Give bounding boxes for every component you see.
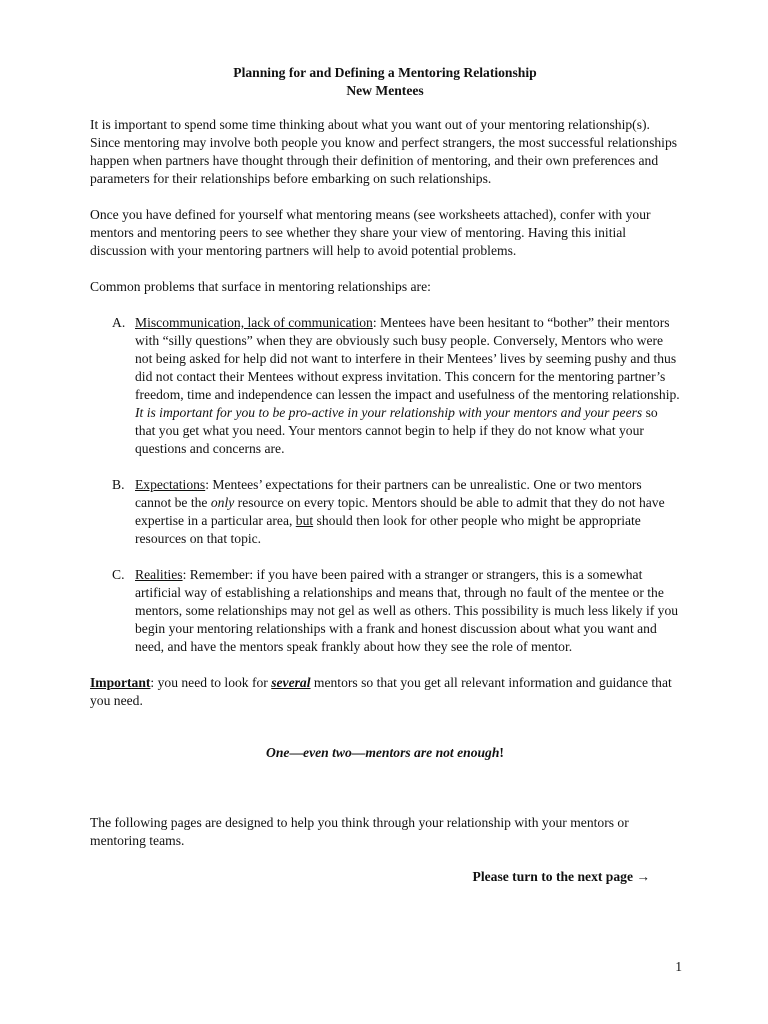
item-text: : Mentees have been hesitant to “bother” their mentors with “silly questions” when they are obviously such busy people. Conversely, Mentors who were not being asked for help did not want to interfere in their Mentees’ lives by seeming pushy and thus did not contact their Mentees without express invitation. This concern for the mentoring partner’s freedom, time and independence can lessen the impact and usefulness of the mentoring relationship. (135, 315, 680, 402)
item-text: : Remember: if you have been paired with a stranger or strangers, this is a somewhat artificial way of establishing a relationships and means that, through no fault of the mentee or the mentors, some relationships may not gel as well as others. This possibility is much less likely if you begin your mentoring relationships with a frank and honest discussion about what you want and need, and have the mentors speak frankly about how they see the role of mentor. (135, 567, 679, 654)
list-item (112, 566, 680, 656)
item-text: resource on every topic. Mentors should be able to admit that they do not have expertise in a particular area, (135, 495, 665, 528)
problems-list (90, 314, 680, 656)
item-heading: Miscommunication, lack of communication (135, 315, 373, 330)
item-italic: It is important for you to be pro-active in your relationship with your mentors and your peers (135, 405, 643, 420)
item-italic: only (210, 495, 235, 510)
problems-intro: Common problems that surface in mentoring relationships are: (90, 279, 431, 294)
important-emph: several (271, 675, 311, 690)
title-block (90, 64, 680, 100)
list-letter: C. (112, 567, 125, 582)
list-item (112, 314, 680, 458)
list-letter: B. (112, 477, 125, 492)
next-page-text: Please turn to the next page (472, 869, 633, 884)
item-heading: Expectations (135, 477, 206, 492)
intro-paragraph: It is important to spend some time thinking about what you want out of your mentoring relationship(s). Since mentoring may involve both people you know and perfect strangers, the most successful relationships happen when partners have thought through their definition of mentoring, and their own preferences and parameters for their relationships before embarking on such relationships. (90, 117, 678, 186)
important-label: Important (90, 675, 151, 690)
title: Planning for and Defining a Mentoring Relationship (233, 65, 537, 80)
item-text: : Mentees’ expectations for their partners can be unrealistic. One or two mentors cannot be the (135, 477, 642, 510)
item-underline: but (295, 513, 314, 528)
emphasis-line: One—even two—mentors are not enough! (266, 745, 504, 760)
definition-paragraph: Once you have defined for yourself what mentoring means (see worksheets attached), confer with your mentors and mentoring peers to see whether they share your view of mentoring. Having this initial discussion with your mentoring partners will help to avoid potential problems. (90, 207, 651, 258)
list-letter: A. (112, 315, 126, 330)
important-paragraph: Important: you need to look for several mentors so that you get all relevant information and guidance that you need. (90, 675, 672, 708)
arrow-right-icon: → (636, 869, 650, 884)
item-text: should then look for other people who might be appropriate resources on that topic. (135, 513, 641, 546)
list-item (112, 476, 680, 548)
next-page-note (90, 868, 680, 886)
closing-paragraph: The following pages are designed to help you think through your relationship with your mentors or mentoring teams. (90, 815, 629, 848)
item-text: so that you get what you need. Your mentors cannot begin to help if they do not know what your questions and concerns are. (135, 405, 658, 456)
subtitle: New Mentees (346, 83, 424, 98)
page-number: 1 (675, 959, 682, 974)
item-heading: Realities (135, 567, 183, 582)
